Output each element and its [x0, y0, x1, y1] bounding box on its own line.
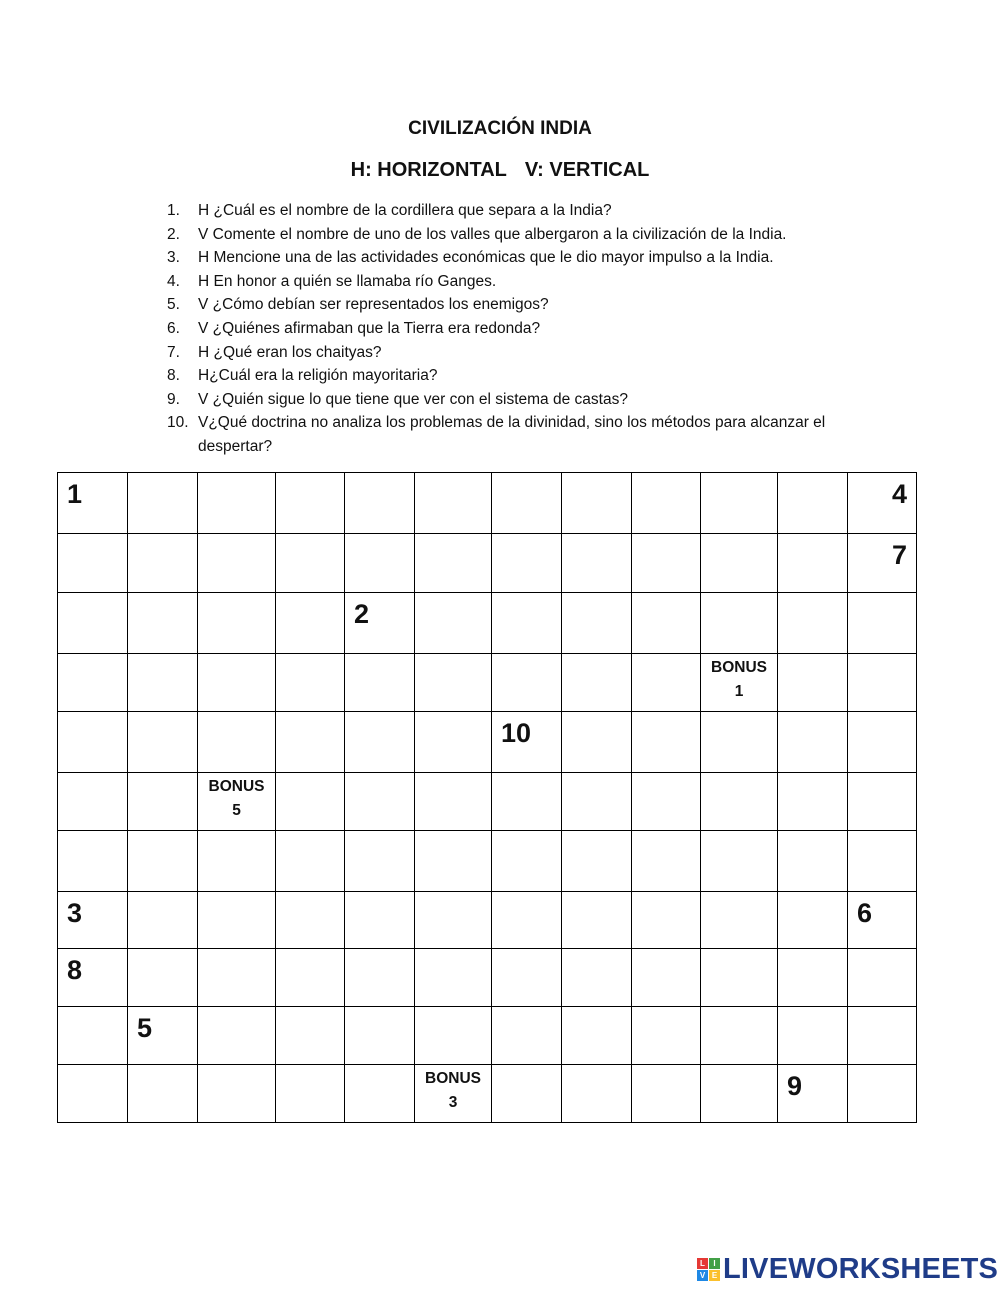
grid-cell[interactable]: [415, 1065, 492, 1123]
clue-number-4: 4: [891, 479, 907, 509]
bonus-1-label: BONUS 1: [711, 659, 767, 700]
grid-cell[interactable]: [848, 949, 917, 1007]
grid-cell[interactable]: [345, 1065, 415, 1123]
grid-cell[interactable]: [778, 773, 848, 831]
page-title: CIVILIZACIÓN INDIA: [408, 118, 592, 139]
grid-cell[interactable]: [58, 712, 128, 773]
grid-cell[interactable]: [848, 1065, 917, 1123]
grid-cell[interactable]: [848, 831, 917, 892]
legend: [0, 159, 1000, 182]
grid-cell[interactable]: [632, 831, 701, 892]
grid-cell[interactable]: [492, 1007, 562, 1065]
clue-text: H Mencione una de las actividades económicas que le dio mayor impulso a la India.: [198, 249, 774, 267]
grid-cell[interactable]: [345, 473, 415, 534]
grid-cell[interactable]: [415, 1007, 492, 1065]
grid-cell[interactable]: [632, 534, 701, 593]
clue-text: V ¿Cómo debían ser representados los enemigos?: [198, 296, 549, 314]
grid-cell[interactable]: [562, 534, 632, 593]
grid-cell[interactable]: [345, 892, 415, 949]
grid-cell[interactable]: [562, 892, 632, 949]
logo-mark-icon: L I V E: [697, 1258, 720, 1281]
grid-cell[interactable]: [198, 593, 276, 654]
grid-cell[interactable]: [778, 1007, 848, 1065]
grid-cell[interactable]: [415, 534, 492, 593]
grid-cell[interactable]: [701, 473, 778, 534]
grid-cell[interactable]: [632, 773, 701, 831]
grid-cell[interactable]: [492, 473, 562, 534]
grid-cell[interactable]: [198, 654, 276, 712]
grid-cell[interactable]: [701, 949, 778, 1007]
grid-cell[interactable]: [848, 892, 917, 949]
grid-cell[interactable]: [562, 773, 632, 831]
grid-cell[interactable]: [492, 949, 562, 1007]
grid-cell[interactable]: [128, 949, 198, 1007]
bonus-3-label: BONUS 3: [425, 1070, 481, 1111]
grid-cell[interactable]: [848, 654, 917, 712]
clue-text: V Comente el nombre de uno de los valles que albergaron a la civilización de la India.: [198, 225, 787, 243]
grid-cell[interactable]: [701, 712, 778, 773]
clue-list: [167, 199, 887, 459]
grid-cell[interactable]: [58, 1065, 128, 1123]
grid-cell[interactable]: [848, 1007, 917, 1065]
grid-cell[interactable]: [276, 949, 345, 1007]
grid-cell[interactable]: [415, 593, 492, 654]
grid-cell[interactable]: [198, 534, 276, 593]
grid-cell[interactable]: [848, 534, 917, 593]
grid-cell[interactable]: [128, 473, 198, 534]
grid-cell[interactable]: [198, 712, 276, 773]
clue-number-8: 8: [67, 955, 83, 985]
grid-cell[interactable]: [632, 654, 701, 712]
grid-cell[interactable]: [701, 534, 778, 593]
grid-cell[interactable]: [128, 1007, 198, 1065]
grid-cell[interactable]: [632, 593, 701, 654]
clue-number-6: 6: [857, 898, 873, 928]
grid-cell[interactable]: [562, 1065, 632, 1123]
brand-name: LIVEWORKSHEETS: [723, 1252, 999, 1285]
grid-cell[interactable]: [778, 892, 848, 949]
grid-cell[interactable]: [562, 473, 632, 534]
grid-cell[interactable]: [415, 473, 492, 534]
grid-cell[interactable]: [562, 1007, 632, 1065]
clue-number-10: 10: [501, 718, 532, 748]
grid-cell[interactable]: [632, 1007, 701, 1065]
grid-cell[interactable]: [778, 473, 848, 534]
crossword-grid: [57, 472, 917, 1123]
grid-cell[interactable]: [701, 831, 778, 892]
grid-cell[interactable]: [198, 473, 276, 534]
clue-text: V ¿Quién sigue lo que tiene que ver con el sistema de castas?: [198, 390, 628, 408]
grid-cell[interactable]: [128, 892, 198, 949]
clue-number-1: 1: [67, 479, 83, 509]
grid-cell[interactable]: [415, 654, 492, 712]
grid-cell[interactable]: [778, 712, 848, 773]
grid-cell[interactable]: [492, 712, 562, 773]
grid-cell[interactable]: [58, 654, 128, 712]
grid-cell[interactable]: [848, 712, 917, 773]
grid-cell[interactable]: [345, 773, 415, 831]
grid-cell[interactable]: [415, 712, 492, 773]
grid-cell[interactable]: [198, 892, 276, 949]
grid-cell[interactable]: [345, 534, 415, 593]
grid-cell[interactable]: [492, 892, 562, 949]
grid-cell[interactable]: [58, 773, 128, 831]
grid-cell[interactable]: [198, 1065, 276, 1123]
grid-cell[interactable]: [492, 534, 562, 593]
grid-cell[interactable]: [58, 1007, 128, 1065]
clue-number-9: 9: [787, 1071, 803, 1101]
grid-cell[interactable]: [415, 831, 492, 892]
clue-number-5: 5: [137, 1013, 153, 1043]
grid-cell[interactable]: [778, 593, 848, 654]
clue-text: H En honor a quién se llamaba río Ganges.: [198, 272, 497, 290]
grid-cell[interactable]: [58, 593, 128, 654]
grid-cell[interactable]: [632, 1065, 701, 1123]
grid-cell[interactable]: [128, 593, 198, 654]
grid-cell[interactable]: [492, 1065, 562, 1123]
grid-cell[interactable]: [128, 1065, 198, 1123]
grid-cell[interactable]: [415, 773, 492, 831]
grid-cell[interactable]: [345, 593, 415, 654]
grid-cell[interactable]: [492, 831, 562, 892]
grid-cell[interactable]: [701, 593, 778, 654]
clue-number-2: 2: [354, 599, 370, 629]
grid-cell[interactable]: [128, 831, 198, 892]
grid-cell[interactable]: [848, 473, 917, 534]
grid-cell[interactable]: [276, 534, 345, 593]
grid-cell[interactable]: [848, 773, 917, 831]
grid-cell[interactable]: [58, 949, 128, 1007]
grid-cell[interactable]: [701, 1065, 778, 1123]
grid-cell[interactable]: [778, 1065, 848, 1123]
legend-horizontal: H: HORIZONTAL: [350, 159, 507, 181]
grid-cell[interactable]: [492, 773, 562, 831]
grid-cell[interactable]: [562, 831, 632, 892]
grid-cell[interactable]: [58, 831, 128, 892]
grid-cell[interactable]: [276, 892, 345, 949]
grid-cell[interactable]: [345, 654, 415, 712]
grid-cell[interactable]: [345, 831, 415, 892]
grid-cell[interactable]: [701, 892, 778, 949]
grid-cell[interactable]: [58, 534, 128, 593]
clue-item: 4. H En honor a quién se llamaba río Ganges.: [167, 272, 497, 290]
grid-cell[interactable]: [345, 1007, 415, 1065]
clue-item: 7. H ¿Qué eran los chaityas?: [167, 343, 382, 361]
clue-text: V¿Qué doctrina no analiza los problemas de la divinidad, sino los métodos para alcanzar el despertar?: [198, 414, 826, 455]
grid-cell[interactable]: [128, 773, 198, 831]
grid-cell[interactable]: [778, 949, 848, 1007]
clue-item: 8. H¿Cuál era la religión mayoritaria?: [167, 367, 438, 385]
liveworksheets-logo: [697, 1252, 998, 1286]
grid-cell[interactable]: [58, 473, 128, 534]
grid-cell[interactable]: [345, 949, 415, 1007]
grid-cell[interactable]: [276, 593, 345, 654]
clue-number-7: 7: [891, 540, 907, 570]
grid-cell[interactable]: [848, 593, 917, 654]
grid-cell[interactable]: [198, 949, 276, 1007]
grid-cell[interactable]: [562, 654, 632, 712]
grid-cell[interactable]: [632, 892, 701, 949]
grid-cell[interactable]: [701, 654, 778, 712]
clue-item: 9. V ¿Quién sigue lo que tiene que ver con el sistema de castas?: [167, 390, 628, 408]
grid-cell[interactable]: [128, 712, 198, 773]
grid-cell[interactable]: [701, 1007, 778, 1065]
grid-cell[interactable]: [276, 712, 345, 773]
grid-cell[interactable]: [128, 654, 198, 712]
clue-text: H¿Cuál era la religión mayoritaria?: [198, 367, 438, 385]
grid-cell[interactable]: [198, 1007, 276, 1065]
clue-item: 10. V¿Qué doctrina no analiza los problemas de la divinidad, sino los métodos para alcanzar el despertar?: [167, 414, 826, 455]
grid-cell[interactable]: [562, 712, 632, 773]
grid-cell[interactable]: [276, 831, 345, 892]
grid-cell[interactable]: [415, 949, 492, 1007]
clue-text: V ¿Quiénes afirmaban que la Tierra era redonda?: [198, 319, 541, 337]
grid-cell[interactable]: [632, 712, 701, 773]
grid-cell[interactable]: [198, 831, 276, 892]
grid-cell[interactable]: [492, 593, 562, 654]
grid-cell[interactable]: [778, 534, 848, 593]
grid-cell[interactable]: [276, 473, 345, 534]
grid-cell[interactable]: [562, 949, 632, 1007]
grid-cell[interactable]: [778, 831, 848, 892]
clue-item: 5. V ¿Cómo debían ser representados los enemigos?: [167, 296, 549, 314]
grid-cell[interactable]: [632, 949, 701, 1007]
grid-cell[interactable]: [276, 654, 345, 712]
grid-cell[interactable]: [415, 892, 492, 949]
clue-item: 6. V ¿Quiénes afirmaban que la Tierra era redonda?: [167, 319, 541, 337]
clue-number-3: 3: [67, 898, 83, 928]
clue-item: 1. H ¿Cuál es el nombre de la cordillera que separa a la India?: [167, 202, 612, 219]
grid-cell[interactable]: [345, 712, 415, 773]
grid-cell[interactable]: [701, 773, 778, 831]
grid-cell[interactable]: [128, 534, 198, 593]
legend-vertical: V: VERTICAL: [524, 159, 650, 181]
grid-cell[interactable]: [492, 654, 562, 712]
grid-cell[interactable]: [562, 593, 632, 654]
bonus-5-label: BONUS 5: [208, 778, 265, 819]
grid-cell[interactable]: [276, 1065, 345, 1123]
grid-cell[interactable]: [276, 773, 345, 831]
clue-item: 2. V Comente el nombre de uno de los valles que albergaron a la civilización de la India.: [167, 225, 787, 243]
clue-text: H ¿Cuál es el nombre de la cordillera que separa a la India?: [198, 202, 612, 219]
grid-cell[interactable]: [198, 773, 276, 831]
clue-item: 3. H Mencione una de las actividades económicas que le dio mayor impulso a la India.: [167, 249, 774, 267]
clue-text: H ¿Qué eran los chaityas?: [198, 343, 382, 361]
grid-cell[interactable]: [58, 892, 128, 949]
grid-cell[interactable]: [276, 1007, 345, 1065]
grid-cell[interactable]: [778, 654, 848, 712]
grid-cell[interactable]: [632, 473, 701, 534]
